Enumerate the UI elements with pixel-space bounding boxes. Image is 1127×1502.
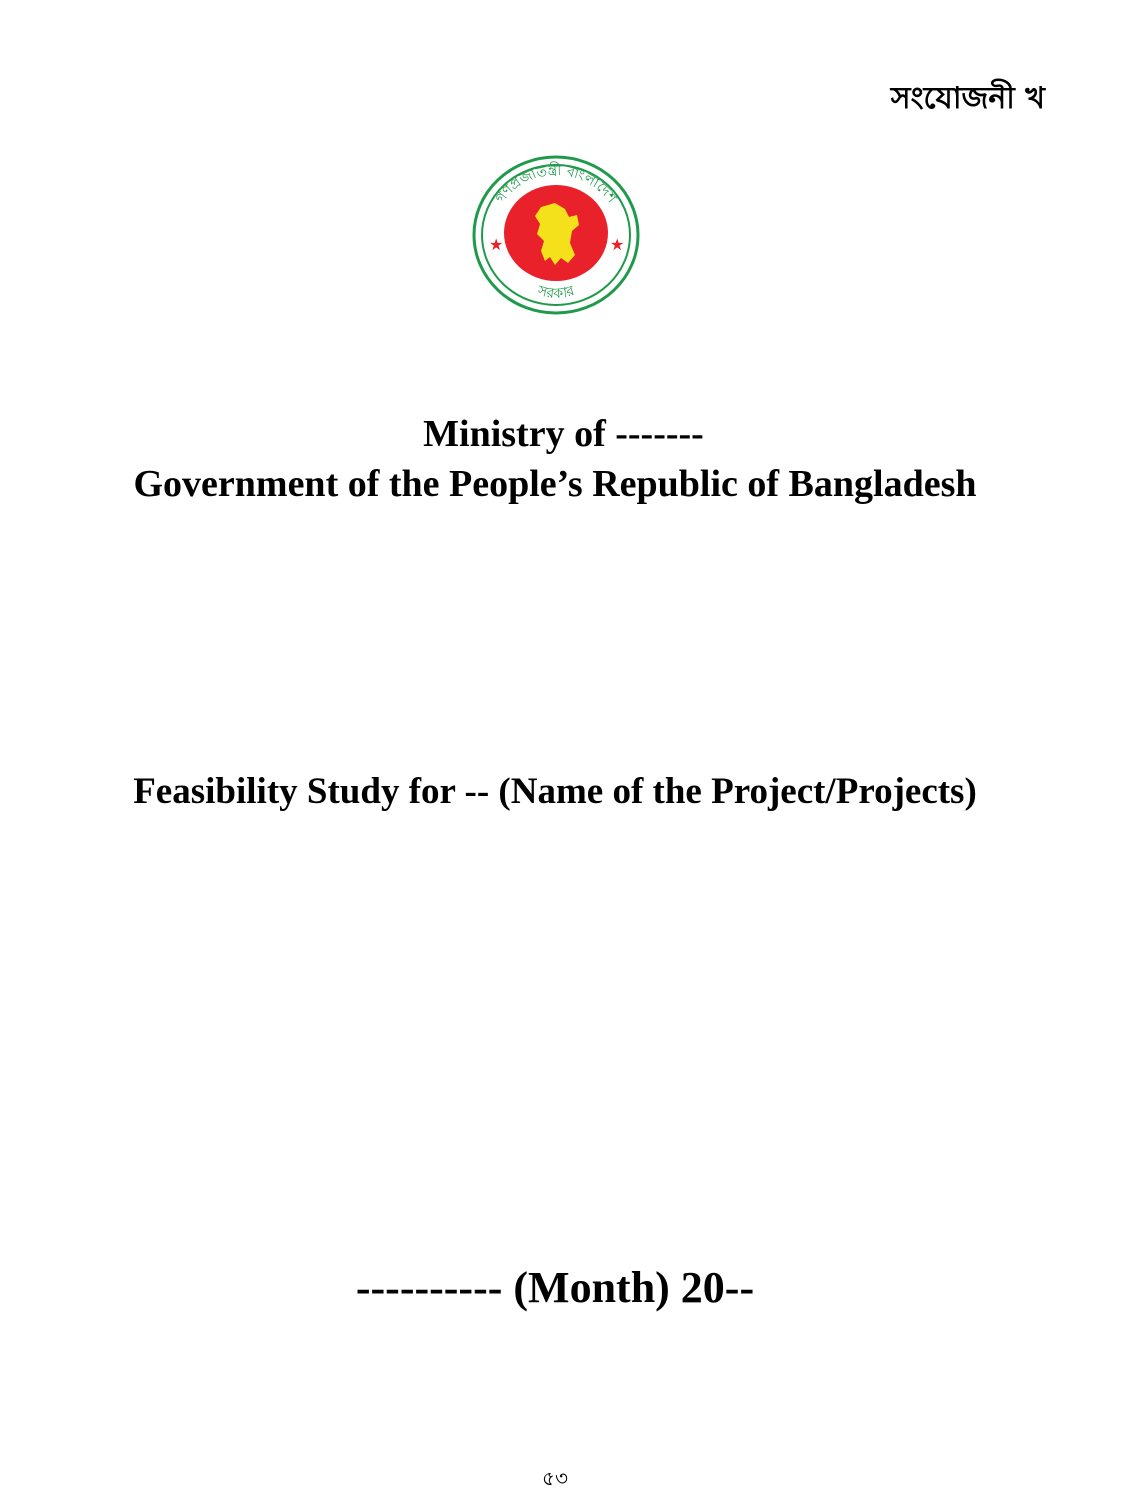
page-number: ৫৩ bbox=[542, 1466, 568, 1490]
ministry-line: Ministry of ------- bbox=[423, 413, 704, 455]
date-line: ---------- (Month) 20-- bbox=[355, 1263, 755, 1312]
study-title: Feasibility Study for -- (Name of the Project/Projects) bbox=[133, 771, 977, 812]
seal-top-arc-text: গণপ্রজাতন্ত্রী বাংলাদেশ bbox=[492, 162, 620, 207]
government-line: Government of the People’s Republic of Bangladesh bbox=[133, 463, 977, 505]
government-seal bbox=[471, 155, 641, 315]
seal-bottom-arc-text: সরকার bbox=[535, 282, 577, 303]
seal-star-left-icon: ★ bbox=[489, 235, 504, 254]
svg-text:সরকার bbox=[535, 283, 576, 302]
annex-label: সংযোজনী খ bbox=[890, 81, 1045, 116]
government-of-bangladesh-seal-icon bbox=[471, 155, 641, 315]
seal-star-right-icon: ★ bbox=[610, 235, 625, 254]
